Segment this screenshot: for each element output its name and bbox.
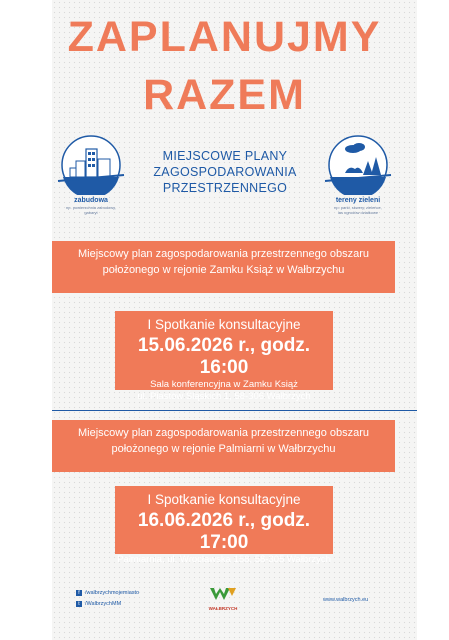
subtitle: [150, 148, 300, 196]
walbrzych-logo: [203, 586, 243, 614]
meeting-box-2: [115, 486, 333, 565]
meeting-date: 15.06.2026 r., godz. 16:00: [137, 335, 311, 378]
twitter-link[interactable]: [76, 601, 121, 607]
walbrzych-logo-mark: [208, 586, 238, 602]
meeting-location-line1: Sala konferencyjna w Zamku Książ: [150, 379, 298, 390]
plan-banner-2: [52, 420, 395, 472]
page-title-line2: RAZEM: [143, 71, 306, 119]
right-badge-label: tereny zieleni: [335, 197, 381, 204]
plan-title-line1: Miejscowy plan zagospodarowania przestrzennego obszaru: [77, 248, 370, 260]
subtitle-line2: ZAGOSPODAROWANIA: [153, 165, 297, 179]
meeting-location-line1: Palmiarnia, ul. Wrocławska 158, 58-305 Wałbrzych: [117, 554, 331, 565]
meeting-title: I Spotkanie konsultacyjne: [147, 317, 301, 332]
left-badge-caption: [36, 196, 146, 215]
twitter-handle: /WalbrzychMM: [85, 601, 122, 607]
building-icon: [56, 135, 126, 195]
meeting-date: 16.06.2026 r., godz. 17:00: [137, 510, 311, 553]
meeting-title: I Spotkanie konsultacyjne: [147, 492, 301, 507]
facebook-handle: /walbrzychmojemiasto: [85, 590, 140, 596]
section-divider: [52, 410, 417, 411]
meeting-location-line2: ul. Piastów Śląskich 1, 58-306 Wałbrzych: [137, 391, 311, 402]
right-badge-caption: [303, 196, 413, 215]
meeting-box-1: [115, 311, 333, 402]
plan-title-line1: Miejscowy plan zagospodarowania przestrzennego obszaru: [77, 427, 370, 439]
facebook-icon: f: [76, 590, 82, 596]
walbrzych-logo-text: WAŁBRZYCH: [208, 606, 238, 611]
plan-title-line2: położonego w rejonie Palmiarni w Wałbrzychu: [111, 443, 336, 455]
website-link[interactable]: www.walbrzych.eu: [323, 597, 369, 603]
subtitle-line3: PRZESTRZENNEGO: [162, 181, 288, 195]
right-badge-note: np. parki, skwery, zieleńce, las ogrodów działkowe: [334, 205, 382, 215]
subtitle-line1: MIEJSCOWE PLANY: [162, 149, 288, 163]
plan-title-line2: położonego w rejonie Zamku Książ w Wałbrzychu: [102, 264, 345, 276]
tree-icon: [323, 135, 393, 195]
left-badge-label: zabudowa: [74, 197, 108, 204]
left-badge-note: np. powierzchnia zabudowy, gabaryt: [66, 205, 116, 215]
facebook-link[interactable]: [76, 590, 139, 596]
page-title-line1: ZAPLANUJMY: [67, 13, 382, 61]
twitter-icon: t: [76, 601, 82, 607]
plan-banner-1: [52, 241, 395, 293]
